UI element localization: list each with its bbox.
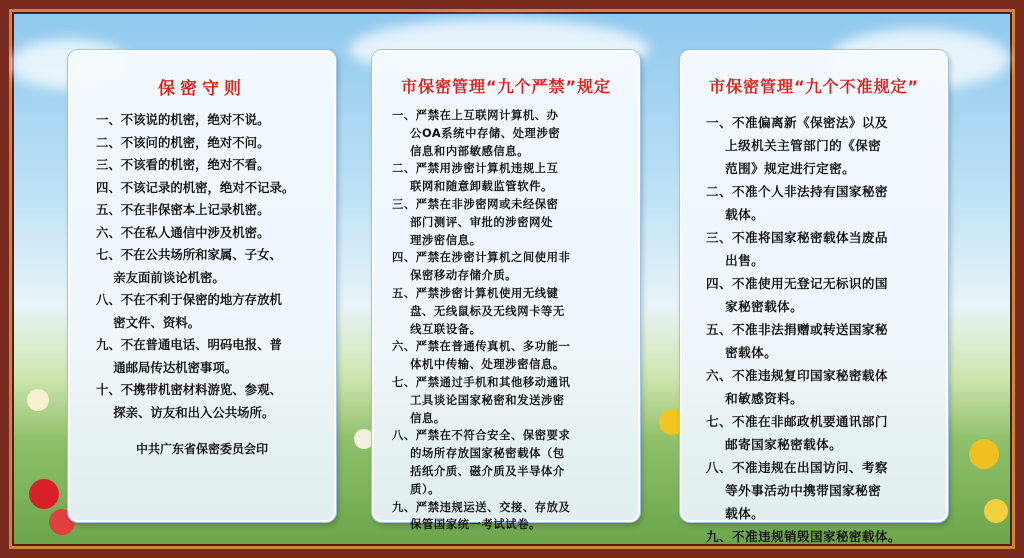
list-item: 六、不在私人通信中涉及机密。 — [96, 224, 270, 240]
panel3-title: 市保密管理“九个不准规定” — [708, 77, 920, 96]
list-item: 七、严禁通过手机和其他移动通讯 工具谈论国家秘密和发送涉密 信息。 — [392, 375, 571, 425]
list-item: 九、严禁违规运送、交接、存放及 保管国家统一考试试卷。 — [392, 500, 571, 532]
list-item: 二、不准个人非法持有国家秘密 载体。 — [706, 184, 888, 222]
list-item: 八、不在不利于保密的地方存放机 密文件、资料。 — [96, 292, 282, 330]
list-item: 一、严禁在上互联网计算机、办 公OA系统中存储、处理涉密 信息和内部敏感信息。 — [392, 109, 561, 158]
panel1-signature: 中共广东省保密委员会印 — [135, 442, 268, 456]
panel2-list — [392, 107, 628, 534]
panel-nine-disallowances — [680, 50, 948, 544]
list-item: 四、不该记录的机密，绝对不记录。 — [96, 179, 295, 195]
background-flower — [354, 429, 374, 449]
list-item: 七、不准在非邮政机要通讯部门 邮寄国家秘密载体。 — [706, 414, 888, 452]
list-item: 二、严禁用涉密计算机违规上互 联网和随意卸载监管软件。 — [392, 162, 559, 194]
list-item: 九、不在普通电话、明码电报、普 通邮局传达机密事项。 — [96, 337, 282, 375]
list-item: 六、严禁在普通传真机、多功能一 体机中传输、处理涉密信息。 — [392, 340, 571, 372]
list-item: 九、不准违规销毁国家秘密载体。 — [706, 529, 901, 544]
list-item: 一、不准偏离新《保密法》以及 上级机关主管部门的《保密 范围》规定进行定密。 — [706, 115, 888, 176]
panel1-title: 保密守则 — [158, 79, 246, 99]
list-item: 七、不在公共场所和家属、子女、 亲友面前谈论机密。 — [96, 247, 282, 285]
background-flower — [969, 439, 999, 469]
list-item: 五、不准非法捐赠或转送国家秘 密载体。 — [706, 322, 888, 360]
list-item: 五、不在非保密本上记录机密。 — [96, 202, 270, 217]
list-item: 三、不该看的机密，绝对不看。 — [96, 157, 270, 172]
list-item: 三、不准将国家秘密载体当废品 出售。 — [706, 230, 888, 268]
list-item: 四、严禁在涉密计算机之间使用非 保密移动存储介质。 — [392, 251, 571, 283]
background-flower — [984, 499, 1008, 523]
panel-nine-prohibitions — [372, 50, 640, 532]
list-item: 二、不该问的机密，绝对不问。 — [96, 134, 270, 150]
list-item: 十、不携带机密材料游览、参观、 探亲、访友和出入公共场所。 — [96, 382, 282, 420]
list-item: 一、不该说的机密，绝对不说。 — [96, 112, 270, 127]
panel1-list — [96, 109, 334, 424]
background-flower — [27, 389, 49, 411]
list-item: 八、严禁在不符合安全、保密要求 的场所存放国家秘密载体（包 括纸介质、磁介质及半导体介 质）。 — [392, 429, 571, 496]
list-item: 三、严禁在非涉密网或未经保密 部门测评、审批的涉密网处 理涉密信息。 — [392, 197, 559, 247]
list-item: 五、严禁涉密计算机使用无线键 盘、无线鼠标及无线网卡等无 线互联设备。 — [392, 286, 565, 336]
list-item: 六、不准违规复印国家秘密载体 和敏感资料。 — [706, 368, 888, 406]
panel2-title: 市保密管理“九个严禁”规定 — [400, 77, 612, 96]
panel-confidentiality-rules — [68, 50, 336, 522]
list-item: 四、不准使用无登记无标识的国 家秘密载体。 — [706, 276, 888, 314]
list-item: 八、不准违规在出国访问、考察 等外事活动中携带国家秘密 载体。 — [706, 460, 888, 521]
panel3-list — [706, 111, 940, 548]
background-flower — [29, 479, 59, 509]
